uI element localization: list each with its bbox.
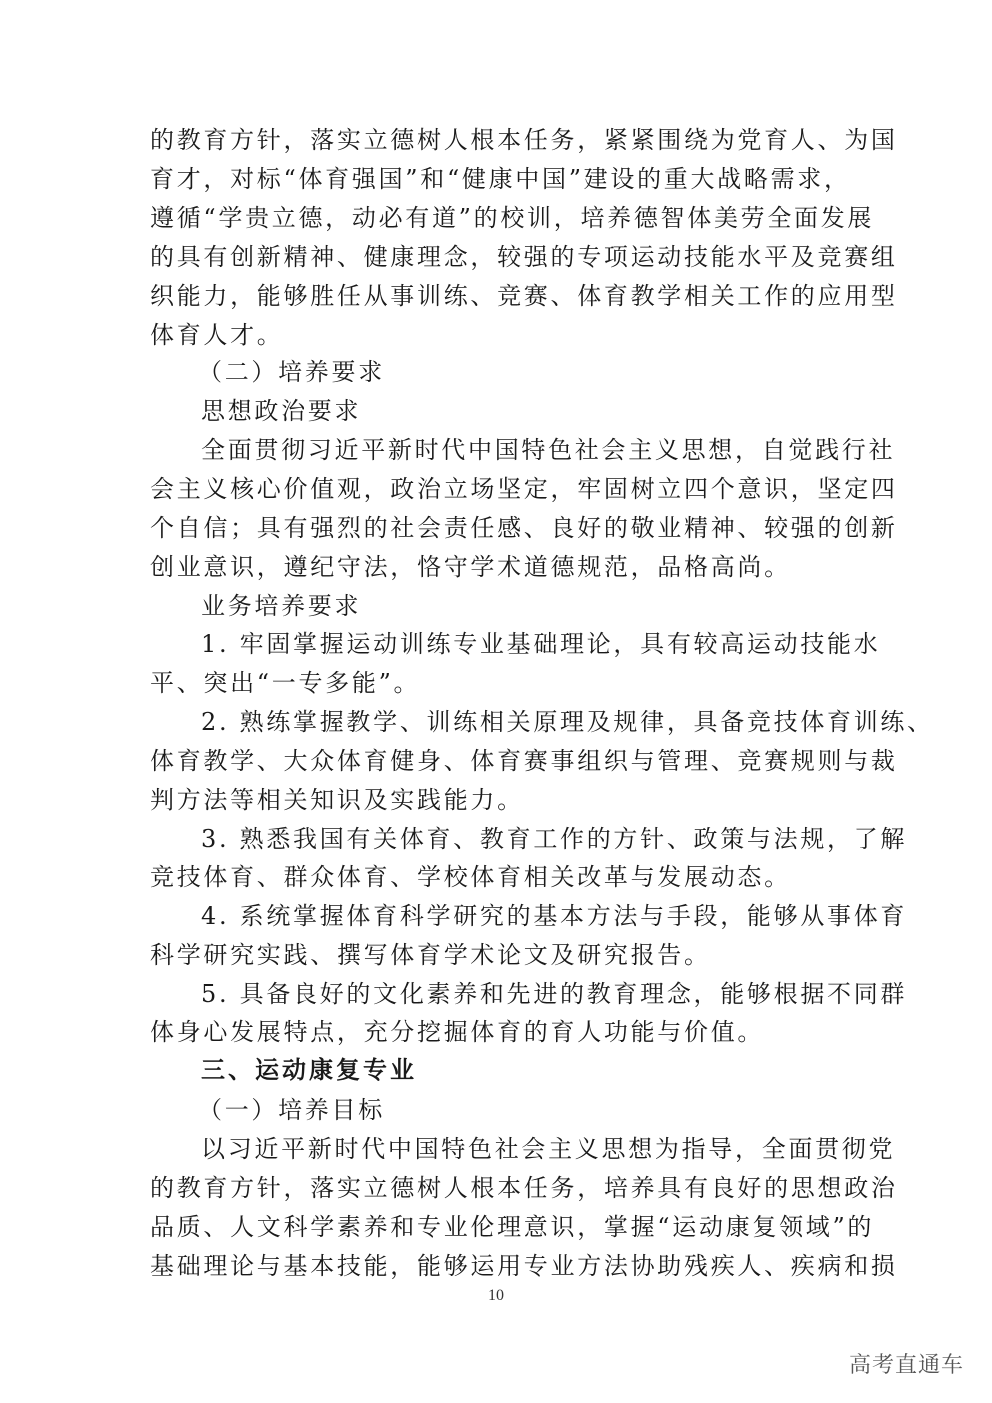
paragraph-line: 个自信；具有强烈的社会责任感、良好的敬业精神、较强的创新 [150,514,898,542]
paragraph-line: 体育人才。 [150,321,284,349]
section-subheading: （二）培养要求 [198,358,385,386]
list-item-line: 4. 系统掌握体育科学研究的基本方法与手段，能够从事体育 [201,902,908,930]
paragraph-line: 品质、人文科学素养和专业伦理意识，掌握“运动康复领域”的 [150,1213,875,1241]
list-item-line: 2. 熟练掌握教学、训练相关原理及规律，具备竞技体育训练、 [201,708,934,736]
paragraph-line: 全面贯彻习近平新时代中国特色社会主义思想，自觉践行社 [201,436,896,464]
list-item-line: 判方法等相关知识及实践能力。 [150,786,524,814]
paragraph-line: 的具有创新精神、健康理念，较强的专项运动技能水平及竞赛组 [150,243,898,271]
paragraph-line: 以习近平新时代中国特色社会主义思想为指导，全面贯彻党 [201,1135,896,1163]
paragraph-line: 的教育方针，落实立德树人根本任务，紧紧围绕为党育人、为国 [150,126,898,154]
subsection-label: 业务培养要求 [201,592,362,620]
subsection-label: 思想政治要求 [201,397,362,425]
section-subheading: （一）培养目标 [198,1096,385,1124]
page-number: 10 [488,1287,504,1304]
paragraph-line: 遵循“学贵立德，动必有道”的校训，培养德智体美劳全面发展 [150,204,875,232]
list-item-line: 体身心发展特点，充分挖掘体育的育人功能与价值。 [150,1018,765,1046]
list-item-line: 5. 具备良好的文化素养和先进的教育理念，能够根据不同群 [201,980,908,1008]
watermark-text: 高考直通车 [848,1353,964,1378]
paragraph-line: 育才，对标“体育强国”和“健康中国”建设的重大战略需求， [150,165,851,193]
paragraph-line: 织能力，能够胜任从事训练、竞赛、体育教学相关工作的应用型 [150,282,898,310]
list-item-line: 平、突出“一专多能”。 [150,669,421,697]
paragraph-line: 创业意识，遵纪守法，恪守学术道德规范，品格高尚。 [150,553,791,581]
paragraph-line: 会主义核心价值观，政治立场坚定，牢固树立四个意识，坚定四 [150,475,898,503]
list-item-line: 3. 熟悉我国有关体育、教育工作的方针、政策与法规，了解 [201,825,908,853]
paragraph-line: 基础理论与基本技能，能够运用专业方法协助残疾人、疾病和损 [150,1252,898,1280]
list-item-line: 科学研究实践、撰写体育学术论文及研究报告。 [150,941,711,969]
section-heading: 三、运动康复专业 [201,1056,417,1084]
list-item-line: 竞技体育、群众体育、学校体育相关改革与发展动态。 [150,863,791,891]
list-item-line: 体育教学、大众体育健身、体育赛事组织与管理、竞赛规则与裁 [150,747,898,775]
list-item-line: 1. 牢固掌握运动训练专业基础理论，具有较高运动技能水 [201,630,881,658]
paragraph-line: 的教育方针，落实立德树人根本任务，培养具有良好的思想政治 [150,1174,898,1202]
